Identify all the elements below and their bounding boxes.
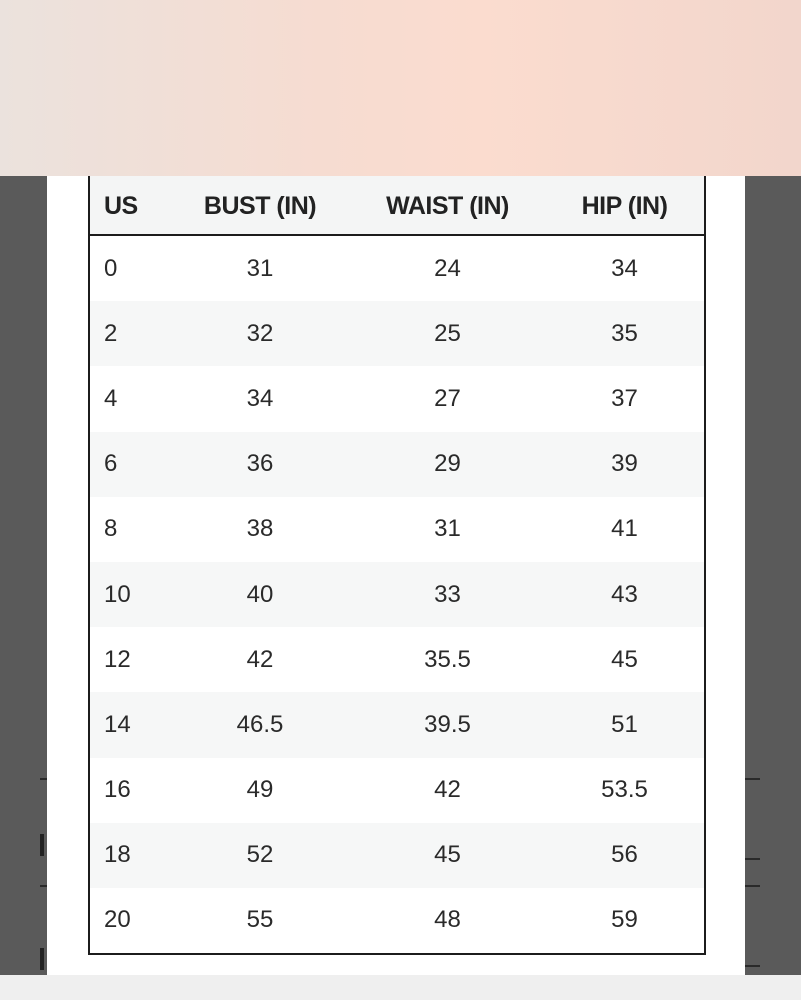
background-text-fragment bbox=[40, 834, 44, 856]
cell-hip: 59 bbox=[611, 906, 638, 934]
cell-waist: 29 bbox=[434, 450, 461, 478]
cell-hip: 53.5 bbox=[601, 776, 648, 804]
table-body bbox=[90, 236, 704, 953]
cell-bust: 34 bbox=[246, 384, 274, 412]
background-divider bbox=[745, 885, 760, 887]
cell-us-size: 10 bbox=[104, 580, 131, 608]
cell-waist: 48 bbox=[434, 906, 461, 934]
cell-us-size: 4 bbox=[104, 384, 118, 412]
cell-hip: 37 bbox=[611, 384, 638, 412]
cell-us-size: 12 bbox=[104, 645, 131, 673]
column-header-us: US bbox=[104, 191, 138, 220]
background-text-fragment bbox=[40, 948, 44, 970]
cell-bust: 40 bbox=[246, 580, 274, 608]
cell-us-size: 2 bbox=[104, 319, 118, 347]
table-row bbox=[90, 301, 704, 366]
table-row bbox=[90, 692, 704, 757]
cell-bust: 38 bbox=[246, 515, 274, 543]
background-divider bbox=[745, 778, 760, 780]
table-row bbox=[90, 627, 704, 692]
cell-hip: 41 bbox=[611, 515, 638, 543]
cell-waist: 25 bbox=[434, 319, 461, 347]
cell-bust: 42 bbox=[246, 645, 274, 673]
table-row bbox=[90, 236, 704, 301]
background-divider bbox=[745, 965, 760, 967]
cell-waist: 45 bbox=[434, 841, 461, 869]
table-header bbox=[90, 176, 704, 236]
cell-hip: 35 bbox=[611, 319, 638, 347]
cell-waist: 35.5 bbox=[424, 645, 471, 673]
table-row bbox=[90, 497, 704, 562]
size-chart-table bbox=[88, 176, 706, 955]
table-row bbox=[90, 432, 704, 497]
cell-hip: 45 bbox=[611, 645, 638, 673]
bottom-strip bbox=[0, 975, 801, 1000]
cell-us-size: 14 bbox=[104, 710, 131, 738]
cell-waist: 31 bbox=[434, 515, 461, 543]
column-header-waist: WAIST (IN) bbox=[386, 191, 509, 220]
cell-us-size: 0 bbox=[104, 254, 118, 282]
cell-bust: 46.5 bbox=[236, 710, 284, 738]
top-banner-image bbox=[0, 0, 801, 176]
cell-us-size: 18 bbox=[104, 841, 131, 869]
table-row bbox=[90, 562, 704, 627]
column-header-hip: HIP (IN) bbox=[581, 191, 668, 220]
table-row bbox=[90, 366, 704, 431]
column-header-bust: BUST (IN) bbox=[203, 191, 317, 220]
cell-bust: 52 bbox=[246, 841, 274, 869]
cell-hip: 34 bbox=[611, 254, 638, 282]
table-row bbox=[90, 758, 704, 823]
cell-us-size: 6 bbox=[104, 450, 118, 478]
cell-bust: 36 bbox=[246, 450, 274, 478]
cell-bust: 31 bbox=[246, 254, 274, 282]
cell-waist: 42 bbox=[434, 776, 461, 804]
table-row bbox=[90, 823, 704, 888]
cell-us-size: 20 bbox=[104, 906, 131, 934]
table-row bbox=[90, 888, 704, 953]
cell-hip: 56 bbox=[611, 841, 638, 869]
cell-hip: 43 bbox=[611, 580, 638, 608]
cell-waist: 33 bbox=[434, 580, 461, 608]
cell-bust: 32 bbox=[246, 319, 274, 347]
size-chart-modal bbox=[47, 176, 745, 975]
background-divider bbox=[745, 858, 760, 860]
cell-bust: 55 bbox=[246, 906, 274, 934]
cell-hip: 51 bbox=[611, 710, 638, 738]
cell-waist: 27 bbox=[434, 384, 461, 412]
cell-us-size: 16 bbox=[104, 776, 131, 804]
cell-waist: 24 bbox=[434, 254, 461, 282]
cell-us-size: 8 bbox=[104, 515, 118, 543]
cell-hip: 39 bbox=[611, 450, 638, 478]
cell-waist: 39.5 bbox=[424, 710, 471, 738]
cell-bust: 49 bbox=[246, 776, 274, 804]
